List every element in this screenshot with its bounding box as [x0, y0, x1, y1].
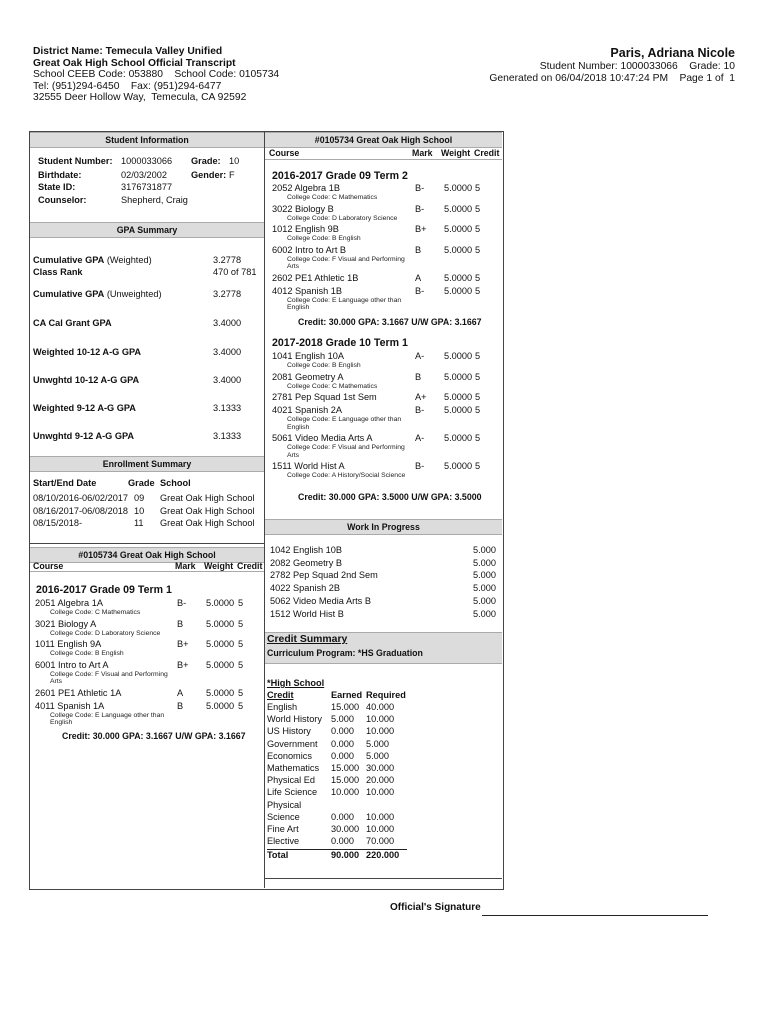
- course-weight: 5.0000: [206, 618, 235, 629]
- enrollment-school: Great Oak High School: [160, 505, 255, 516]
- cs-category: Elective: [267, 836, 300, 847]
- course-name: 3022 Biology B: [272, 203, 334, 214]
- cs-category: US History: [267, 726, 311, 737]
- course-credit: 5: [238, 687, 244, 698]
- enrollment-section: [30, 456, 264, 472]
- birthdate-label: Birthdate:: [38, 170, 82, 180]
- course-credit: 5: [475, 285, 481, 296]
- signature-label: Official's Signature: [390, 902, 481, 913]
- wip-title: Work In Progress: [265, 519, 502, 535]
- cs-total-required: 220.000: [366, 850, 400, 860]
- cs-required: 10.000: [366, 787, 395, 798]
- cs-earned: 5.000: [331, 714, 354, 725]
- left-col-mark: Mark: [175, 561, 196, 571]
- gpa-row-value: 3.1333: [213, 431, 242, 441]
- cs-required: 70.000: [366, 836, 395, 847]
- enrollment-grade: 09: [134, 493, 145, 503]
- right-col-weight: Weight: [441, 148, 471, 158]
- course-college-code: College Code: C Mathematics: [50, 609, 141, 616]
- course-weight: 5.0000: [206, 598, 235, 608]
- course-college-code: College Code: F Visual and Performing Arts: [50, 670, 168, 685]
- course-credit: 5: [475, 244, 481, 255]
- wip-course-credit: 5.000: [473, 557, 496, 568]
- gpa-label-main: Weighted 10-12 A-G GPA: [33, 347, 142, 357]
- wip-course-credit: 5.000: [473, 583, 496, 594]
- course-name: 4012 Spanish 1B: [272, 285, 342, 296]
- left-school-title: #0105734 Great Oak High School: [30, 547, 264, 563]
- course-mark: A: [415, 272, 422, 283]
- course-college-code: College Code: E Language other than English: [287, 416, 402, 431]
- course-name: 2601 PE1 Athletic 1A: [35, 687, 122, 698]
- gpa-label-main: Unwghtd 9-12 A-G GPA: [33, 431, 135, 441]
- cs-required: 10.000: [366, 811, 395, 822]
- course-college-code: College Code: B English: [50, 650, 124, 657]
- wip-course-credit: 5.000: [473, 545, 496, 555]
- course-mark: B: [177, 618, 184, 629]
- enrollment-col-dates: Start/End Date: [33, 478, 97, 488]
- enrollment-title: Enrollment Summary: [30, 456, 264, 472]
- gpa-label-main: Unwghtd 10-12 A-G GPA: [33, 375, 140, 385]
- cs-earned: 15.000: [331, 763, 360, 773]
- student-info-title: Student Information: [30, 132, 264, 148]
- enrollment-school: Great Oak High School: [160, 493, 255, 503]
- left-credit-line: Credit: 30.000 GPA: 3.1667 U/W GPA: 3.1667: [62, 731, 246, 741]
- course-college-code: College Code: E Language other than English: [50, 711, 165, 726]
- school-header: [33, 46, 279, 104]
- course-weight: 5.0000: [206, 687, 235, 698]
- course-credit: 5: [475, 405, 481, 415]
- gpa-row-value: 3.1333: [213, 403, 242, 413]
- gpa-row-label: [33, 375, 139, 385]
- cs-category: Government: [267, 738, 318, 749]
- wip-course-credit: 5.000: [473, 608, 496, 619]
- cs-earned: 0.000: [331, 750, 354, 761]
- course-name: 1041 English 10A: [272, 351, 345, 361]
- gpa-row-value: 3.4000: [213, 347, 242, 357]
- wip-course-name: 4022 Spanish 2B: [270, 583, 340, 594]
- course-weight: 5.0000: [444, 244, 473, 255]
- course-name: 2781 Pep Squad 1st Sem: [272, 392, 377, 402]
- course-name: 2602 PE1 Athletic 1B: [272, 272, 359, 283]
- gpa-label-main: Cumulative GPA: [33, 255, 105, 265]
- cs-category: Economics: [267, 750, 312, 761]
- gpa-row-label: [33, 347, 141, 357]
- course-weight: 5.0000: [444, 183, 473, 193]
- gpa-row-label: [33, 318, 112, 328]
- enrollment-col-grade: Grade: [128, 478, 155, 488]
- birthdate-value: 02/03/2002: [121, 170, 167, 180]
- gpa-row-label: [33, 289, 162, 299]
- course-weight: 5.0000: [444, 433, 473, 443]
- cs-category: Fine Art: [267, 824, 299, 834]
- right-course-section: [265, 132, 502, 148]
- term2-title: 2016-2017 Grade 09 Term 2: [272, 170, 408, 182]
- right-bottom-rule: [265, 878, 502, 879]
- cs-category: Life Science: [267, 787, 318, 798]
- course-weight: 5.0000: [444, 203, 473, 214]
- cs-category: English: [267, 702, 298, 712]
- left-term-title: 2016-2017 Grade 09 Term 1: [36, 584, 172, 596]
- course-mark: B-: [177, 598, 187, 608]
- right-col-rule: [265, 159, 502, 160]
- cs-required: 10.000: [366, 824, 395, 834]
- student-number-label: Student Number:: [38, 156, 113, 166]
- course-name: 1511 World Hist A: [272, 461, 345, 471]
- course-weight: 5.0000: [444, 272, 473, 283]
- gpa-label-qualifier: (Weighted): [104, 255, 152, 265]
- gpa-row-label: [33, 267, 83, 277]
- high-school-label: *High School: [267, 678, 325, 688]
- course-name: 6001 Intro to Art A: [35, 659, 109, 670]
- grade-value: 10: [229, 156, 240, 166]
- course-mark: A-: [415, 351, 425, 361]
- course-weight: 5.0000: [444, 371, 473, 382]
- course-mark: A-: [415, 433, 425, 443]
- enrollment-school: Great Oak High School: [160, 518, 255, 528]
- course-credit: 5: [238, 659, 244, 670]
- left-col-weight: Weight: [204, 561, 234, 571]
- course-mark: B-: [415, 405, 425, 415]
- gpa-label-main: Weighted 9-12 A-G GPA: [33, 403, 136, 413]
- course-mark: B+: [415, 224, 427, 234]
- course-name: 1011 English 9A: [35, 639, 102, 649]
- cs-col-earned: Earned: [331, 690, 363, 700]
- cs-required: 20.000: [366, 775, 395, 786]
- gpa-row-value: 3.4000: [213, 318, 242, 328]
- course-credit: 5: [475, 272, 481, 283]
- course-college-code: College Code: B English: [287, 235, 361, 242]
- course-credit: 5: [475, 371, 481, 382]
- wip-course-credit: 5.000: [473, 570, 496, 581]
- transcript-title: Great Oak High School Official Transcript: [33, 57, 236, 69]
- course-mark: A+: [415, 392, 427, 402]
- course-weight: 5.0000: [206, 659, 235, 670]
- district-name: District Name: Temecula Valley Unified: [33, 46, 223, 57]
- course-weight: 5.0000: [206, 700, 235, 711]
- state-id-value: 3176731877: [121, 182, 173, 192]
- school-address: 32555 Deer Hollow Way, Temecula, CA 92592: [33, 92, 247, 103]
- enrollment-col-school: School: [160, 478, 191, 488]
- wip-course-name: 2082 Geometry B: [270, 557, 343, 568]
- credit-summary-title: Credit Summary: [267, 634, 348, 645]
- student-name: Paris, Adriana Nicole: [610, 46, 735, 60]
- column-divider: [264, 131, 265, 888]
- course-college-code: College Code: B English: [287, 362, 361, 369]
- cs-category: Science: [267, 811, 300, 822]
- gpa-row-value: 3.4000: [213, 375, 242, 385]
- cs-category: World History: [267, 714, 322, 725]
- cs-earned: 0.000: [331, 836, 354, 847]
- course-name: 2052 Algebra 1B: [272, 183, 340, 193]
- course-credit: 5: [475, 351, 481, 361]
- cs-required: 5.000: [366, 738, 389, 749]
- cs-earned: 0.000: [331, 811, 354, 822]
- course-name: 1012 English 9B: [272, 224, 339, 234]
- school-phone: Tel: (951)294-6450 Fax: (951)294-6477: [33, 80, 222, 92]
- wip-course-name: 5062 Video Media Arts B: [270, 595, 371, 606]
- course-college-code: College Code: D Laboratory Science: [50, 629, 161, 637]
- wip-course-name: 1512 World Hist B: [270, 608, 344, 619]
- term3-credit-line: Credit: 30.000 GPA: 3.5000 U/W GPA: 3.5000: [298, 492, 482, 502]
- gender-value: F: [229, 170, 235, 180]
- cs-category: Physical: [267, 799, 302, 810]
- gpa-row-value: 3.2778: [213, 255, 242, 265]
- course-college-code: College Code: E Language other than English: [287, 296, 402, 311]
- cs-earned: 0.000: [331, 738, 354, 749]
- left-col-rule: [30, 571, 264, 572]
- course-weight: 5.0000: [444, 285, 473, 296]
- course-credit: 5: [475, 392, 481, 402]
- cs-category: Physical Ed: [267, 775, 316, 786]
- course-name: 5061 Video Media Arts A: [272, 433, 373, 443]
- gender-label: Gender:: [191, 170, 227, 180]
- course-credit: 5: [238, 700, 244, 711]
- grade-label: Grade:: [191, 156, 221, 166]
- course-college-code: College Code: F Visual and Performing Arts: [287, 444, 405, 459]
- cs-required: 10.000: [366, 714, 395, 725]
- course-credit: 5: [238, 639, 244, 649]
- course-credit: 5: [475, 461, 481, 471]
- curriculum-program: Curriculum Program: *HS Graduation: [267, 648, 423, 658]
- course-name: 3021 Biology A: [35, 618, 97, 629]
- course-mark: B: [177, 700, 184, 711]
- course-weight: 5.0000: [444, 224, 473, 234]
- course-credit: 5: [238, 618, 244, 629]
- signature-line[interactable]: [482, 915, 708, 916]
- gpa-label-main: Cumulative GPA: [33, 289, 105, 299]
- right-col-course: Course: [269, 148, 300, 158]
- wip-course-name: 1042 English 10B: [270, 545, 343, 555]
- cs-earned: 10.000: [331, 787, 360, 798]
- cs-total-label: Total: [267, 850, 289, 860]
- gpa-row-label: [33, 403, 136, 413]
- course-name: 4011 Spanish 1A: [35, 700, 105, 711]
- cs-earned: 0.000: [331, 726, 354, 737]
- course-weight: 5.0000: [444, 461, 473, 471]
- course-mark: B+: [177, 639, 189, 649]
- course-mark: B-: [415, 183, 425, 193]
- gpa-label-qualifier: (Unweighted): [104, 289, 162, 299]
- course-credit: 5: [475, 224, 481, 234]
- wip-course-name: 2782 Pep Squad 2nd Sem: [270, 570, 378, 581]
- cs-col-required: Required: [366, 690, 406, 700]
- student-header: [489, 46, 735, 84]
- wip-section: [265, 519, 502, 535]
- cs-earned: 30.000: [331, 824, 360, 834]
- course-mark: B: [415, 244, 422, 255]
- student-number-value: 1000033066: [121, 156, 173, 166]
- counselor-label: Counselor:: [38, 195, 87, 205]
- course-mark: B-: [415, 285, 425, 296]
- course-mark: B+: [177, 659, 189, 670]
- course-college-code: College Code: F Visual and Performing Arts: [287, 255, 405, 270]
- cs-earned: 15.000: [331, 775, 360, 786]
- cs-earned: 15.000: [331, 702, 360, 712]
- counselor-value: Shepherd, Craig: [121, 195, 188, 205]
- gpa-row-value: 470 of 781: [213, 267, 257, 277]
- course-college-code: College Code: D Laboratory Science: [287, 214, 398, 222]
- enrollment-grade: 10: [134, 505, 145, 516]
- course-college-code: College Code: C Mathematics: [287, 194, 378, 201]
- gpa-row-label: [33, 431, 134, 441]
- course-name: 2051 Algebra 1A: [35, 598, 103, 608]
- gpa-label-main: Class Rank: [33, 267, 83, 277]
- student-info-section: [30, 132, 264, 148]
- course-name: 6002 Intro to Art B: [272, 244, 347, 255]
- course-weight: 5.0000: [206, 639, 235, 649]
- cs-required: 40.000: [366, 702, 395, 712]
- course-name: 4021 Spanish 2A: [272, 405, 342, 415]
- cs-category: Mathematics: [267, 763, 320, 773]
- wip-course-credit: 5.000: [473, 595, 496, 606]
- course-credit: 5: [475, 183, 481, 193]
- course-mark: A: [177, 687, 184, 698]
- enrollment-dates: 08/15/2018-: [33, 518, 83, 528]
- course-mark: B-: [415, 203, 425, 214]
- gpa-summary-section: [30, 222, 264, 238]
- enrollment-grade: 11: [134, 518, 144, 528]
- cs-required: 10.000: [366, 726, 395, 737]
- left-section-divider: [29, 543, 264, 544]
- course-mark: B-: [415, 461, 425, 471]
- left-col-course: Course: [33, 561, 64, 571]
- course-name: 2081 Geometry A: [272, 371, 344, 382]
- cs-total-earned: 90.000: [331, 850, 360, 860]
- right-col-mark: Mark: [412, 148, 433, 158]
- right-col-credit: Credit: [474, 148, 500, 158]
- course-weight: 5.0000: [444, 392, 473, 402]
- course-college-code: College Code: C Mathematics: [287, 382, 378, 390]
- gpa-row-value: 3.2778: [213, 289, 242, 299]
- course-credit: 5: [475, 203, 481, 214]
- term2-credit-line: Credit: 30.000 GPA: 3.1667 U/W GPA: 3.1667: [298, 317, 482, 327]
- enrollment-dates: 08/10/2016-06/02/2017: [33, 493, 129, 503]
- enrollment-dates: 08/16/2017-06/08/2018: [33, 505, 129, 516]
- course-credit: 5: [475, 433, 481, 443]
- course-weight: 5.0000: [444, 405, 473, 415]
- gpa-label-main: CA Cal Grant GPA: [33, 318, 112, 328]
- term3-title: 2017-2018 Grade 10 Term 1: [272, 337, 408, 349]
- left-col-credit: Credit: [237, 561, 263, 571]
- course-weight: 5.0000: [444, 351, 473, 361]
- cs-required: 30.000: [366, 763, 395, 773]
- course-mark: B: [415, 371, 422, 382]
- course-college-code: College Code: A History/Social Science: [287, 472, 406, 479]
- course-credit: 5: [238, 598, 244, 608]
- school-codes: School CEEB Code: 053880 School Code: 0105734: [33, 69, 280, 80]
- generated-info: Generated on 06/04/2018 10:47:24 PM Page 1 of 1: [489, 72, 735, 84]
- gpa-row-label: [33, 255, 152, 265]
- cs-col-credit: Credit: [267, 690, 294, 700]
- cs-required: 5.000: [366, 750, 389, 761]
- gpa-summary-title: GPA Summary: [30, 222, 264, 238]
- right-school-title: #0105734 Great Oak High School: [265, 132, 502, 148]
- student-number-grade: Student Number: 1000033066 Grade: 10: [539, 61, 735, 72]
- state-id-label: State ID:: [38, 182, 76, 192]
